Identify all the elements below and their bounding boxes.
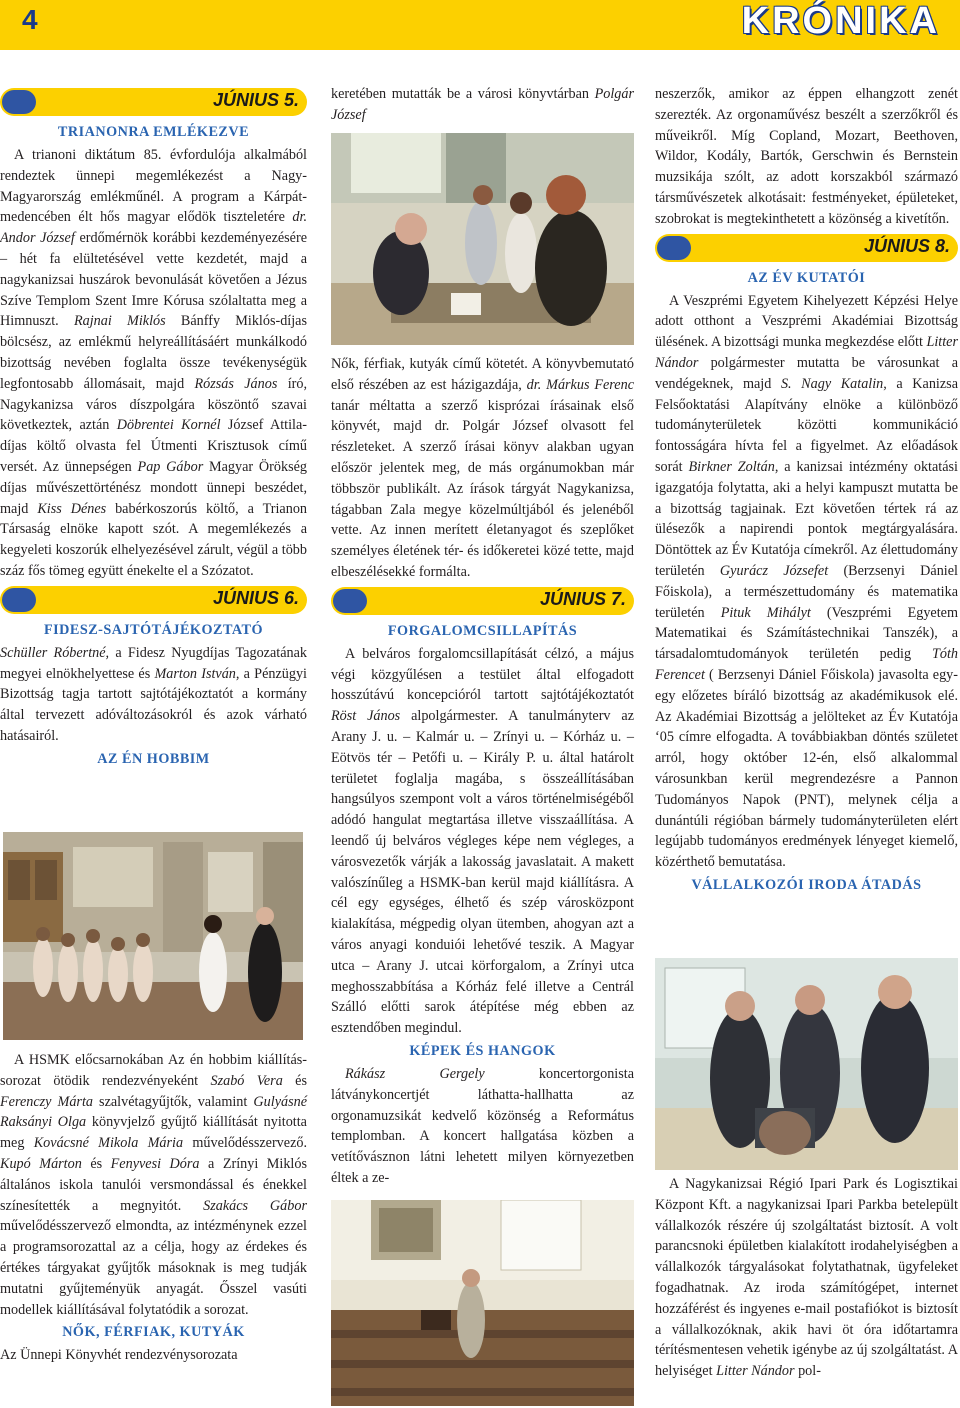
article-kutatoi: A Veszprémi Egyetem Kihelyezett Képzési Helye adott otthont a Veszprémi Akadémiai Bizottság ülésének. A bizottsági munka megkezdése előtt Litter Nándor polgármester mutatta be városunkat a vendégeknek, majd S. Nagy Katalin, a Kanizsa Felsőoktatási Alapítvány elnöke a különböző tudományterületek közötti kommunikáció fontosságára hívta fel a figyelmet. Az előadások sorát Birkner Zoltán, a kanizsai intézmény oktatási igazgatója folytatta, aki a helyi kampuszt mutatta be a bizottság tagjainak. Ezt követően tértek rá az ülésezők a napirendi pontok megtárgyalására. Döntöttek az Év Kutatója címekről. Az élettudomány területén Gyurácz Józsefet (Berzsenyi Dániel Főiskola), a természettudomány és matematika területén Pituk Mihályt (Veszprémi Egyetem Matematikai és Számítástechnikai Tanszék), a társadalomtudományok területén pedig Tóth Ferencet ( Berzsenyi Dániel Főiskola) javasolta egy-egy előzetes bíráló bizottság az akadémikusok elé. Az Akadémiai Bizottság a jelölteket az Év Kutatója ‘05 címre elfogadta. A továbbiakban döntés születet arról, hogy október 12-én, első alkalommal városunkban kerül megrendezésre a Pannon Tudományos Napok (PNT), melynek célja a dunántúli régióban bármely tudományterületen elért legújabb tudományos eredmények lényeget kiemelő, közérthető bemutatása. (655, 292, 959, 871)
photo-office-handover (655, 958, 958, 1170)
article-fidesz: Schüller Róbertné, a Fidesz Nyugdíjas Tagozatának megyei elnökhelyettese és Marton István, a Pénzügyi Bizottság tagja tartott sajtótájékoztatót a kormány által tervezett adóváltozásokról és azok várható hatásairól. (0, 644, 307, 744)
article-nok: Az Ünnepi Könyvhét rendezvénysorozata (0, 1347, 238, 1364)
date-bar-oval (333, 589, 367, 613)
section-title: KRÓNIKA (741, 0, 940, 42)
date-bar-jun5 (0, 88, 307, 116)
heading-nok: NŐK, FÉRFIAK, KUTYÁK (62, 1324, 245, 1341)
article-nok-continued: keretében mutatták be a városi könyvtárban Polgár József (331, 86, 634, 123)
heading-iroda: VÁLLALKOZÓI IRODA ÁTADÁS (691, 876, 922, 893)
article-forgalom: A belváros forgalomcsillapítását célzó, a május végi közgyűlésen a testület által elfogadott hosszútávú koncepcióról tartott sajtótájékoztatót Röst János alpolgármester. A tanulmányterv az Arany J. u. – Kalmár u. – Zrínyi u. – Kórház u. – Eötvös tér – Petőfi u. – Király P. u. által határolt területet foglalja magába, s összeállításában hangsúlyos szempont volt a város történelmiségéből adódó hangulat megtartása illetve visszaállítása. A leendő új belváros végleges képe nem végleges, a városvezetők várják a lakosság javaslatait. A makett valószínűleg a HSMK-ban kerül majd kiállításra. A cél egy egységes, élhető és szép városközpont kialakítása, mégpedig olyan ütemben, ahogyan azt a város anyagi konduiói lehetővé teszik. A Magyar utca – Arany J. utcai körforgalom, a Zrínyi utca meghosszabbítása a Kórház felé illetve a Centrál Szálló előtti sarok átépítése még ebben az esztendőben megindul. (331, 645, 634, 1037)
date-bar-jun8 (655, 234, 958, 262)
date-bar-oval (2, 588, 36, 612)
date-bar-jun7 (331, 587, 634, 615)
date-label: JÚNIUS 7. (539, 588, 626, 609)
article-kepek-continued: neszerzők, amikor az éppen elhangzott zenét szerezték. Az orgonaművész beszélt a szerzőkről és műveikről. Míg Copland, Mozart, Beethoven, Wildor, Kodály, Bartók, Gerschwin és Bernstein muzsikája szólt, az adott korszakból származó társművészetek alkotásait: festményeket, épületeket, szobrokat is megtekinthetett a közönség a kivetítőn. (655, 86, 958, 227)
column-3 (655, 84, 958, 898)
column-1-lower (0, 1050, 307, 1366)
page-number: 4 (22, 4, 38, 35)
heading-kutatoi: AZ ÉV KUTATÓI (747, 269, 866, 286)
date-label: JÚNIUS 5. (212, 90, 299, 110)
heading-kepek: KÉPEK ÉS HANGOK (409, 1042, 556, 1059)
column-1 (0, 84, 307, 772)
article-hobbim: A HSMK előcsarnokában Az én hobbim kiállítás-sorozat ötödik rendezvényeként Szabó Vera és Ferenczy Márta szalvétagyűjtők, valamint Gulyásné Raksányi Olga könyvjelző gyűjtő kiállítását nyitotta meg Kovácsné Mikola Mária művelődésszervező. Kupó Márton és Fenyvesi Dóra a Zrínyi Miklós általános iskola tanulói versmondással és énekkel színesítették a megnyitót. Szakács Gábor művelődésszervező elmondta, az intézménynek ezzel a programsorozattal az a célja, hogy az érdekes és értékes tárgyakat gyűjtők másoknak is meg tudják mutatni gyűjteményük anyagát. Ősszel vasúti modellek kiállításával folytatódik a sorozat. (0, 1052, 308, 1318)
heading-trianon: TRIANONRA EMLÉKEZVE (57, 124, 250, 140)
photo-book-signing (331, 133, 634, 345)
date-bar-oval (2, 90, 36, 114)
heading-fidesz: FIDESZ-SAJTÓTÁJÉKOZTATÓ (43, 621, 264, 638)
heading-hobbim: AZ ÉN HOBBIM (97, 750, 210, 767)
article-nok-continued-2: Nők, férfiak, kutyák című kötetét. A könyvbemutató első részében az est házigazdája, dr. Márkus Ferenc tanár méltatta a szerző kisprózai írásainak első könyvét, majd dr. Polgár József olvasott fel részleteket. A szerző írásai könyv alakban ugyan először jelentek meg, de más orgánumokban már többször publikált. Az írások tárgyát Nagykanizsa, tágabban Zala megye közelmúltjából és jelenéből vette. Az innen merített életanyagot és szeplőket személyes életének tér- és időkeretei közé tette, majd elbeszélésekké formálta. (331, 356, 634, 580)
article-iroda: A Nagykanizsai Régió Ipari Park és Logisztikai Központ Kft. a nagykanizsai Ipari Parkba betelepült vállalkozók részére új szolgáltatást biztosít. A volt parancsnoki épületben kialakított irodahelyiségben a vállalkozók tárgyalásokat folytathatnak, ügyfeleket fogadhatnak. Az iroda számítógépet, internet hozzáférést és ingyenes e-mail postafiókot is biztosít a vállalkozóknak, akik havi öt óra időtartamra térítésmentesen vehetik igénybe az új szolgáltatást. A helyiséget Litter Nándor pol- (655, 1176, 958, 1380)
column-2-top (331, 84, 634, 126)
article-trianon: A trianoni diktátum 85. évfordulója alkalmából rendeztek ünnepi megemlékezést a Nagy-Magyarország emlékműnél. A program a Kárpát-medencében élt hős magyar elődök tiszteletére dr. Andor József erdőmérnök korábbi kezdeményezésére – hét fa elültetésével vette kezdetét, majd a nagykanizsai huszárok bevonulását követően a Jézus Szíve Templom Szent Imre Kórusa szólaltatta meg a Himnuszt. Rajnai Miklós Bánffy Miklós-díjas bölcsész, az emlékmű helyreállításáért munkálkodó bizottság nevében foglalta össze tevékenységük legfontosabb állomásait, majd Rózsás János író, Nagykanizsa város díszpolgára köszöntő szavai következtek, aztán Döbrentei Kornél József Attila-díjas költő olvasta fel Útmenti Krisztusok című versét. Az ünnepségen Pap Gábor Magyar Örökség díjas művészettörténész mondott ünnepi beszédet, majd Kiss Dénes babérkoszorús költő, a Trianon Társaság elnöke kapott szót. A megemlékezés a kegyeleti koszorúk elhelyezésével zárult, végül a több száz fős tömeg együtt énekelte el a Szózatot. (0, 147, 308, 579)
article-kepek: Rákász Gergely koncertorgonista látványkoncertjét láthatta-hallhatta az orgonamuzsikát kedvelő közönség a Református templomban. A koncert hallgatása közben a vetítővásznon látni lehetett milyen környezetben éltek a ze- (331, 1065, 634, 1186)
date-label: JÚNIUS 8. (863, 235, 950, 256)
page-header (0, 0, 960, 50)
column-2 (331, 354, 634, 1189)
date-bar-oval (657, 236, 691, 260)
heading-forgalom: FORGALOMCSILLAPÍTÁS (387, 622, 578, 639)
photo-exhibition (3, 832, 303, 1040)
column-3-lower (655, 1174, 958, 1382)
date-label: JÚNIUS 6. (212, 587, 299, 608)
photo-church-concert (331, 1200, 634, 1406)
date-bar-jun6 (0, 586, 307, 614)
